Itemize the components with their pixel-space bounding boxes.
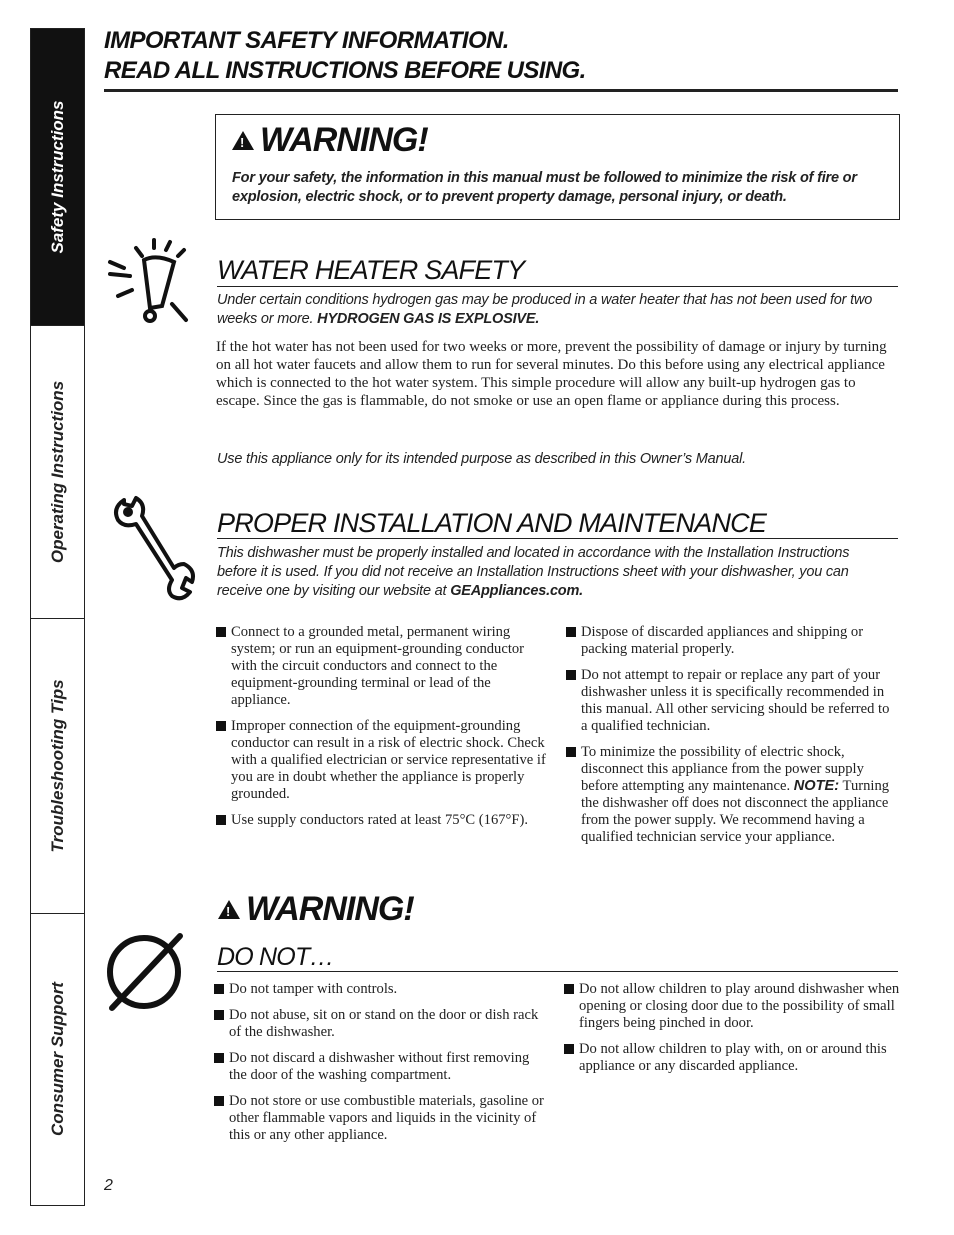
warning2-title-text: WARNING!: [246, 890, 414, 928]
page-header: [104, 26, 898, 92]
tab-label: Safety Instructions: [47, 100, 67, 254]
warning2-title: [218, 890, 414, 929]
list-item: [566, 744, 898, 846]
do-not-section: [217, 941, 334, 973]
wrench-icon: [110, 494, 200, 602]
tab-operating-instructions[interactable]: [31, 326, 84, 619]
water-heater-lead: [217, 291, 897, 329]
list-item: Do not allow children to play with, on or around this appliance or any discarded appliance.: [564, 1041, 900, 1075]
warning-triangle-icon: [218, 900, 240, 919]
section-rule: [217, 971, 898, 972]
water-heater-section: [217, 254, 524, 286]
installation-title: PROPER INSTALLATION AND MAINTENANCE: [217, 508, 767, 538]
list-item: Use supply conductors rated at least 75°C (167°F).: [216, 812, 546, 829]
section-rule: [217, 538, 898, 539]
list-item: Improper connection of the equipment-grounding conductor can result in a risk of electric shock. Check with a qualified electrician or service representative if you are in doubt whether the appliance is properly grounded.: [216, 718, 546, 803]
page-number: 2: [104, 1177, 113, 1194]
side-tab-bar: [30, 28, 85, 1206]
list-item: Do not discard a dishwasher without first removing the door of the washing compartment.: [214, 1050, 548, 1084]
installation-left-column: [216, 624, 546, 838]
do-not-title: DO NOT…: [217, 943, 334, 971]
lead-text: Under certain conditions hydrogen gas may be produced in a water heater that has not been used for two weeks or more.: [217, 292, 873, 327]
warning-title-text: WARNING!: [260, 121, 428, 159]
do-not-right-column: [564, 981, 900, 1084]
list-item: Do not attempt to repair or replace any part of your dishwasher unless it is specifically recommended in this manual. All other servicing should be referred to a qualified technician.: [566, 667, 898, 735]
list-item: Do not abuse, sit on or stand on the door or dish rack of the dishwasher.: [214, 1007, 548, 1041]
lead-bold-text: HYDROGEN GAS IS EXPLOSIVE.: [317, 311, 540, 327]
section-rule: [217, 286, 898, 287]
prohibited-icon: [102, 930, 188, 1014]
intended-use-note: Use this appliance only for its intended purpose as described in this Owner’s Manual.: [217, 451, 746, 467]
tab-label: Operating Instructions: [47, 380, 67, 564]
list-item: Do not tamper with controls.: [214, 981, 548, 998]
list-item: Do not store or use combustible materials, gasoline or other flammable vapors and liquids in the vicinity of this or any other appliance.: [214, 1093, 548, 1144]
warning-triangle-icon: [232, 131, 254, 150]
water-heater-title: WATER HEATER SAFETY: [217, 255, 525, 285]
tab-label: Troubleshooting Tips: [47, 679, 67, 853]
list-item: Connect to a grounded metal, permanent wiring system; or run an equipment-grounding conductor with the circuit conductors and connect to the equipment-grounding terminal or lead of the appliance.: [216, 624, 546, 709]
list-item: Do not allow children to play around dishwasher when opening or closing door due to the possibility of small fingers being pinched in door.: [564, 981, 900, 1032]
tab-safety-instructions[interactable]: [31, 29, 84, 326]
header-line-2: READ ALL INSTRUCTIONS BEFORE USING.: [104, 57, 586, 84]
lead-text: This dishwasher must be properly installed and located in accordance with the Installation Instructions before it is used. If you did not receive an Installation Instructions sheet with your dishwasher, you can receive one by visiting our website at: [217, 545, 850, 599]
header-line-1: IMPORTANT SAFETY INFORMATION.: [104, 27, 509, 54]
list-item: Dispose of discarded appliances and shipping or packing material properly.: [566, 624, 898, 658]
website-link[interactable]: GEAppliances.com.: [450, 583, 583, 599]
installation-lead: [217, 544, 857, 601]
exclamation-bulb-icon: [104, 236, 204, 332]
warning-text: For your safety, the information in this manual must be followed to minimize the risk of fire or explosion, electric shock, or to prevent property damage, personal injury, or death.: [232, 170, 857, 205]
tab-label: Consumer Support: [47, 982, 67, 1136]
shock-item-text: To minimize the possibility of electric shock, disconnect this appliance from the power supply before attempting any maintenance.: [581, 744, 864, 794]
note-text: Turning the dishwasher off does not disconnect the appliance from the power supply. We recommend having a qualified technician service your appliance.: [581, 778, 890, 845]
installation-section: [217, 507, 766, 539]
warning-title: [232, 121, 428, 160]
water-heater-body: If the hot water has not been used for two weeks or more, prevent the possibility of damage or injury by turning on all hot water faucets and allow them to run for several minutes. Do this before using any electrical appliance which is connected to the hot water system. This simple procedure will allow any built-up hydrogen gas to escape. Since the gas is flammable, do not smoke or use an open flame or appliance during this process.: [216, 339, 887, 409]
installation-right-column: [566, 624, 898, 855]
note-label: NOTE:: [793, 778, 840, 794]
tab-consumer-support[interactable]: [31, 914, 84, 1204]
do-not-left-column: [214, 981, 548, 1153]
tab-troubleshooting-tips[interactable]: [31, 619, 84, 914]
warning-box: [215, 114, 900, 220]
